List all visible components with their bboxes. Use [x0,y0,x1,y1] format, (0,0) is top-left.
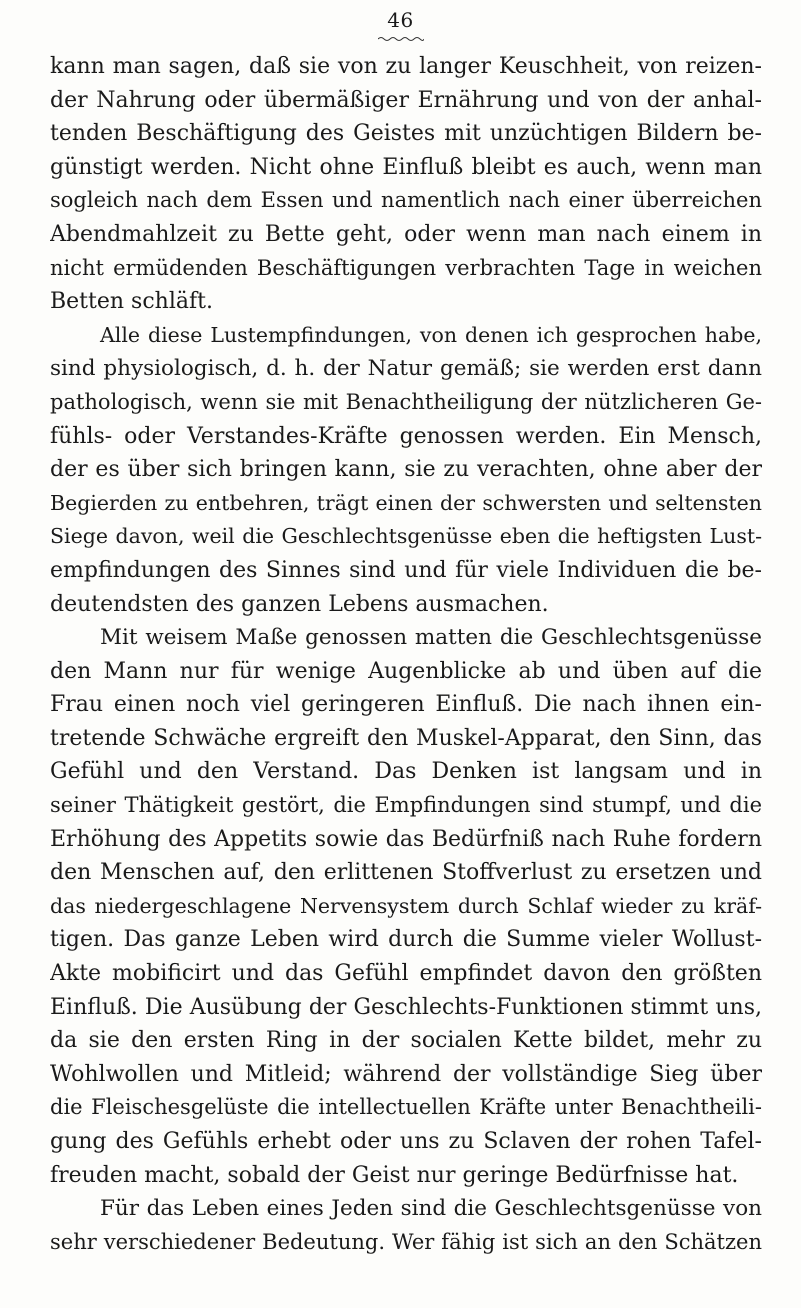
text-line: da sie den ersten Ring in der socialen Kette bildet, mehr zu [50,1028,762,1054]
text-line: Akte mobificirt und das Gefühl empfindet davon den größten [50,961,762,987]
text-line: Siege davon, weil die Geschlechtsgenüsse eben die heftigsten Lust- [50,524,762,549]
text-line: gung des Gefühls erhebt oder uns zu Sclaven der rohen Tafel- [50,1129,762,1154]
page-number: 46 [387,8,414,32]
body-text [50,50,762,1259]
text-line: den Menschen auf, den erlittenen Stoffverlust zu ersetzen und [50,860,762,886]
text-line: sind physiologisch, d. h. der Natur gemäß; sie werden erst dann [50,356,762,382]
text-line: tigen. Das ganze Leben wird durch die Summe vieler Wollust- [50,927,762,953]
text-line: Betten schläft. [50,289,213,315]
text-line: tenden Beschäftigung des Geistes mit unzüchtigen Bildern be- [50,121,762,147]
text-line: der Nahrung oder übermäßiger Ernährung und von der anhal- [50,87,762,113]
text-line: freuden macht, sobald der Geist nur geringe Bedürfnisse hat. [50,1162,739,1188]
text-line: fühls- oder Verstandes-Kräfte genossen werden. Ein Mensch, [50,423,762,449]
text-line: sehr verschiedener Bedeutung. Wer fähig ist sich an den Schätzen [50,1229,762,1254]
text-line: günstigt werden. Nicht ohne Einfluß bleibt es auch, wenn man [50,154,762,180]
text-line: Mit weisem Maße genossen matten die Geschlechtsgenüsse [100,625,762,651]
text-line: den Mann nur für wenige Augenblicke ab und üben auf die [50,658,762,684]
text-line: die Fleischesgelüste die intellectuellen Kräfte unter Benachtheili- [50,1095,762,1120]
text-line: Einfluß. Die Ausübung der Geschlechts-Funktionen stimmt uns, [50,994,762,1020]
text-line: Für das Leben eines Jeden sind die Geschlechtsgenüsse von [100,1196,762,1222]
text-line: der es über sich bringen kann, sie zu verachten, ohne aber der [50,457,762,483]
text-line: sogleich nach dem Essen und namentlich nach einer überreichen [50,188,762,213]
text-line: seiner Thätigkeit gestört, die Empfindungen sind stumpf, und die [50,793,762,818]
text-line: kann man sagen, daß sie von zu langer Keuschheit, von reizen- [50,54,762,79]
text-line: Erhöhung des Appetits sowie das Bedürfniß nach Ruhe fordern [50,826,762,852]
text-line: empfindungen des Sinnes sind und für viele Individuen die be- [50,557,762,583]
text-line: Abendmahlzeit zu Bette geht, oder wenn man nach einem in [50,221,762,247]
text-line: Gefühl und den Verstand. Das Denken ist langsam und in [50,759,762,785]
text-line: nicht ermüdenden Beschäftigungen verbrachten Tage in weichen [50,255,762,280]
text-line: das niedergeschlagene Nervensystem durch Schlaf wieder zu kräf- [50,893,762,918]
text-line: Begierden zu entbehren, trägt einen der schwersten und seltensten [50,490,762,515]
text-line: tretende Schwäche ergreift den Muskel-Apparat, den Sinn, das [50,725,762,751]
text-line: Wohlwollen und Mitleid; während der vollständige Sieg über [50,1061,762,1087]
text-line: deutendsten des ganzen Lebens ausmachen. [50,591,549,617]
text-line: Frau einen noch viel geringeren Einfluß. Die nach ihnen ein- [50,692,762,718]
page-number-ornament [378,36,424,42]
text-line: pathologisch, wenn sie mit Benachtheiligung der nützlicheren Ge- [50,389,762,414]
text-line: Alle diese Lustempfindungen, von denen ich gesprochen habe, [100,322,762,347]
